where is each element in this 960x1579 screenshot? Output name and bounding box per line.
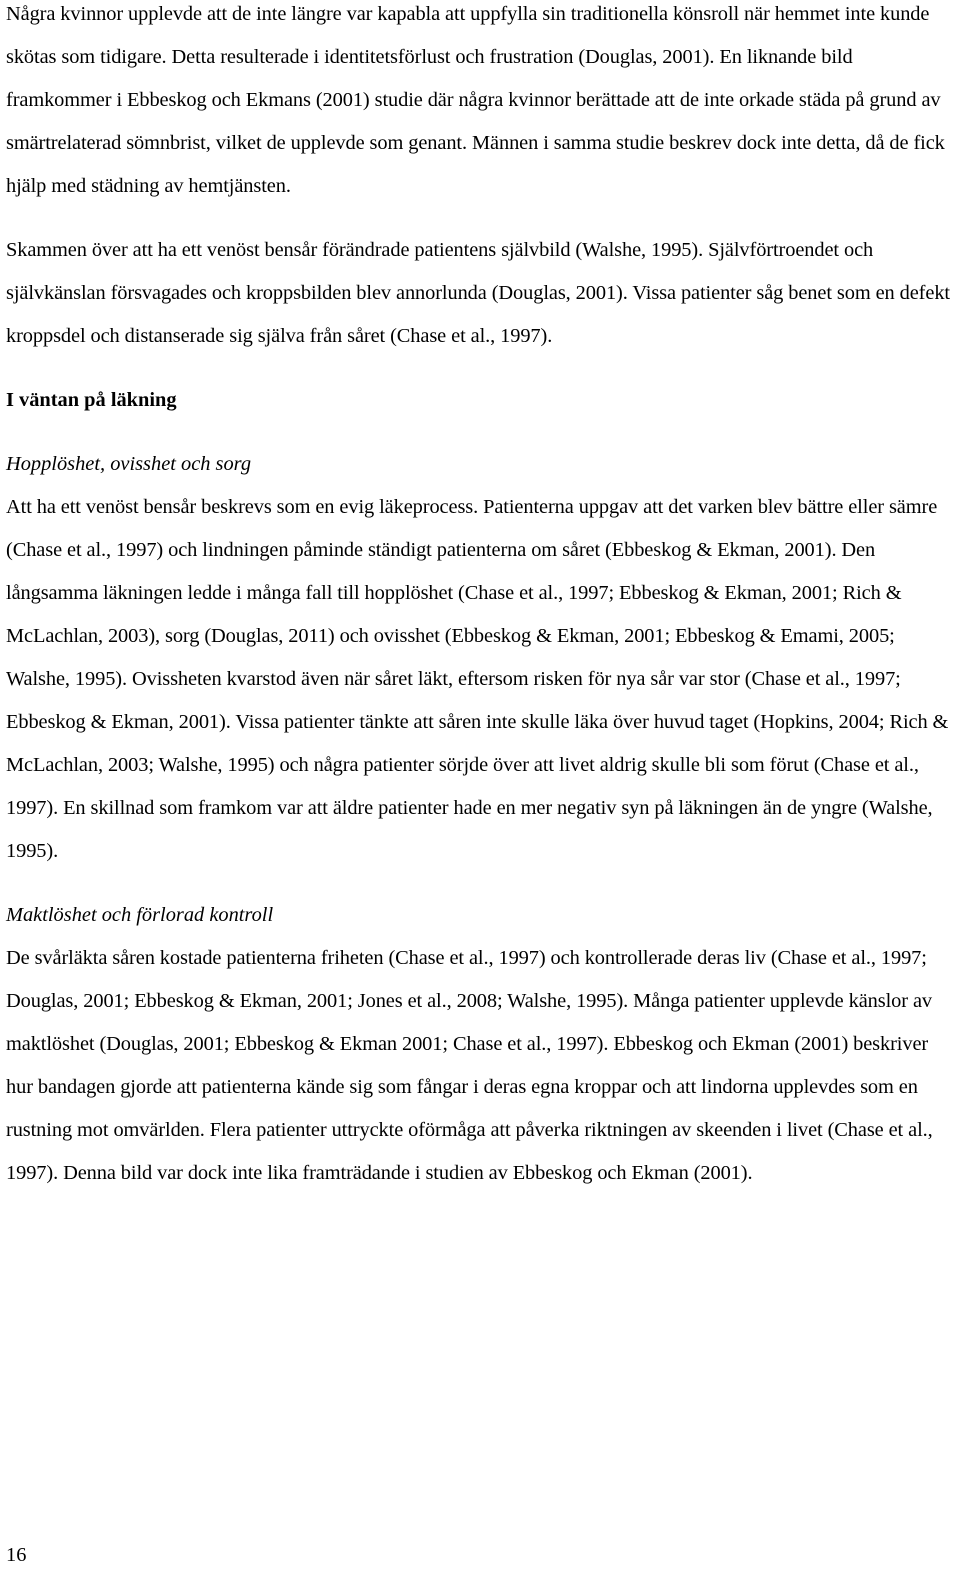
paragraph-identity-loss: Några kvinnor upplevde att de inte längre var kapabla att uppfylla sin traditionella könsroll när hemmet inte kunde skötas som tidigare. Detta resulterade i identitetsförlust och frustration (Douglas, 2001). En liknande bild framkommer i Ebbeskog och Ekmans (2001) studie där några kvinnor berättade att de inte orkade städa på grund av smärtrelaterad sömnbrist, vilket de upplevde som genant. Männen i samma studie beskrev dock inte detta, då de fick hjälp med städning av hemtjänsten.	[6, 3, 945, 197]
subheading-powerlessness: Maktlöshet och förlorad kontroll	[6, 904, 274, 926]
page-number: 16	[6, 1544, 27, 1566]
subheading-hopelessness: Hopplöshet, ovisshet och sorg	[6, 453, 252, 475]
paragraph-healing-process: Att ha ett venöst bensår beskrevs som en evig läkeprocess. Patienterna uppgav att det varken blev bättre eller sämre (Chase et al., 1997) och lindningen påminde ständigt patienterna om såret (Ebbeskog & Ekman, 2001). Den långsamma läkningen ledde i många fall till hopplöshet (Chase et al., 1997; Ebbeskog & Ekman, 2001; Rich & McLachlan, 2003), sorg (Douglas, 2011) och ovisshet (Ebbeskog & Ekman, 2001; Ebbeskog & Emami, 2005; Walshe, 1995). Ovissheten kvarstod även när såret läkt, eftersom risken för nya sår var stor (Chase et al., 1997; Ebbeskog & Ekman, 2001). Vissa patienter tänkte att såren inte skulle läka över huvud taget (Hopkins, 2004; Rich & McLachlan, 2003; Walshe, 1995) och några patienter sörjde över att livet aldrig skulle bli som förut (Chase et al., 1997). En skillnad som framkom var att äldre patienter hade en mer negativ syn på läkningen än de yngre (Walshe, 1995).	[6, 496, 949, 862]
paragraph-lost-control: De svårläkta såren kostade patienterna friheten (Chase et al., 1997) och kontrollerade deras liv (Chase et al., 1997; Douglas, 2001; Ebbeskog & Ekman, 2001; Jones et al., 2008; Walshe, 1995). Många patienter upplevde känslor av maktlöshet (Douglas, 2001; Ebbeskog & Ekman 2001; Chase et al., 1997). Ebbeskog och Ekman (2001) beskriver hur bandagen gjorde att patienterna kände sig som fångar i deras egna kroppar och att lindorna upplevdes som en rustning mot omvärlden. Flera patienter uttryckte oförmåga att påverka riktningen av skeenden i livet (Chase et al., 1997). Denna bild var dock inte lika framträdande i studien av Ebbeskog och Ekman (2001).	[6, 947, 933, 1184]
section-heading: I väntan på läkning	[6, 389, 177, 411]
document-page	[6, 0, 956, 1195]
paragraph-self-image: Skammen över att ha ett venöst bensår förändrade patientens självbild (Walshe, 1995). Självförtroendet och självkänslan försvagades och kroppsbilden blev annorlunda (Douglas, 2001). Vissa patienter såg benet som en defekt kroppsdel och distanserade sig själva från såret (Chase et al., 1997).	[6, 239, 950, 347]
